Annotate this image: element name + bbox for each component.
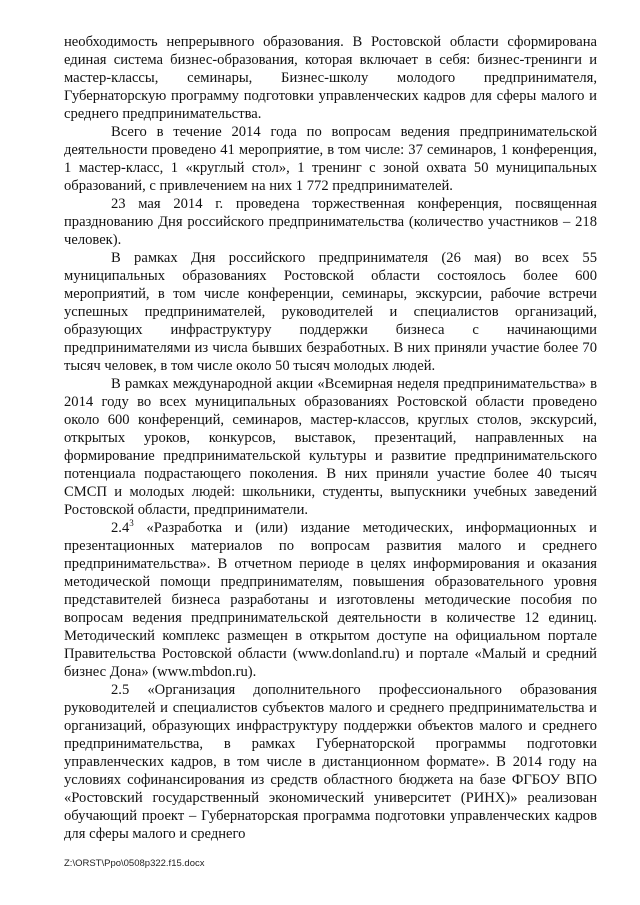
document-page [64, 33, 597, 843]
paragraph-global-entrepreneurship-week: В рамках международной акции «Всемирная неделя предпринимательства» в 2014 году во всех муниципальных образованиях Ростовской области проведено около 600 конференций, семинаров, мастер-классов, круглых столов, экскурсий, открытых уроков, конкурсов, выставок, презентаций, направленных на формирование предпринимательской культуры и развитие предпринимательского потенциала подрастающего поколения. В них приняли участие более 40 тысяч СМСП и молодых людей: школьники, студенты, выпускники учебных заведений Ростовской области, предприниматели. [64, 376, 597, 518]
section-2-4-number: 2.4 [111, 520, 130, 536]
document-file-path: Z:\ORST\Ppo\0508p322.f15.docx [64, 858, 205, 869]
paragraph-events-2014: Всего в течение 2014 года по вопросам ведения предпринимательской деятельности проведено 41 мероприятие, в том числе: 37 семинаров, 1 конференция, 1 мастер-класс, 1 «круглый стол», 1 тренинг с зоной охвата 50 муниципальных образований, с привлечением на них 1 772 предпринимателей. [64, 124, 597, 194]
paragraph-conference-may-23: 23 мая 2014 г. проведена торжественная конференция, посвященная празднованию Дня российского предпринимательства (количество участников – 218 человек). [64, 196, 597, 248]
paragraph-entrepreneur-day: В рамках Дня российского предпринимателя (26 мая) во всех 55 муниципальных образованиях Ростовской области состоялось более 600 мероприятий, в том числе конференции, семинары, экскурсии, рабочие встречи успешных предпринимателей, руководителей и специалистов организаций, образующих инфраструктуру поддержки бизнеса с начинающими предпринимателями из числа бывших безработных. В них приняли участие более 70 тысяч человек, в том числе около 50 тысяч молодых людей. [64, 250, 597, 374]
paragraph-education-system: необходимость непрерывного образования. В Ростовской области сформирована единая система бизнес-образования, которая включает в себя: бизнес-тренинги и мастер-классы, семинары, Бизнес-школу молодого предпринимателя, Губернаторскую программу подготовки управленческих кадров для сферы малого и среднего предпринимательства. [64, 34, 597, 122]
section-2-5-paragraph: 2.5 «Организация дополнительного профессионального образования руководителей и специалистов субъектов малого и среднего предпринимательства и организаций, образующих инфраструктуру поддержки объектов малого и среднего предпринимательства, в рамках Губернаторской программы подготовки управленческих кадров, в том числе в дистанционном формате». В 2014 году на условиях софинансирования из средств областного бюджета на базе ФГБОУ ВПО «Ростовский государственный экономический университет (РИНХ)» реализован обучающий проект – Губернаторская программа подготовки управленческих кадров для сферы малого и среднего [64, 682, 597, 842]
section-2-4-footnote-mark: 3 [129, 518, 134, 529]
section-2-4-paragraph [64, 519, 597, 681]
section-2-4-text: «Разработка и (или) издание методических, информационных и презентационных материалов по вопросам развития малого и среднего предпринимательства». В отчетном периоде в целях информирования и оказания методической помощи предпринимателям, повышения образовательного уровня представителей бизнеса разработаны и изготовлены методические пособия по вопросам ведения предпринимательской деятельности в количестве 12 единиц. Методический комплекс размещен в открытом доступе на официальном портале Правительства Ростовской области (www.donland.ru) и портале «Малый и средний бизнес Дона» (www.mbdon.ru). [64, 520, 597, 680]
